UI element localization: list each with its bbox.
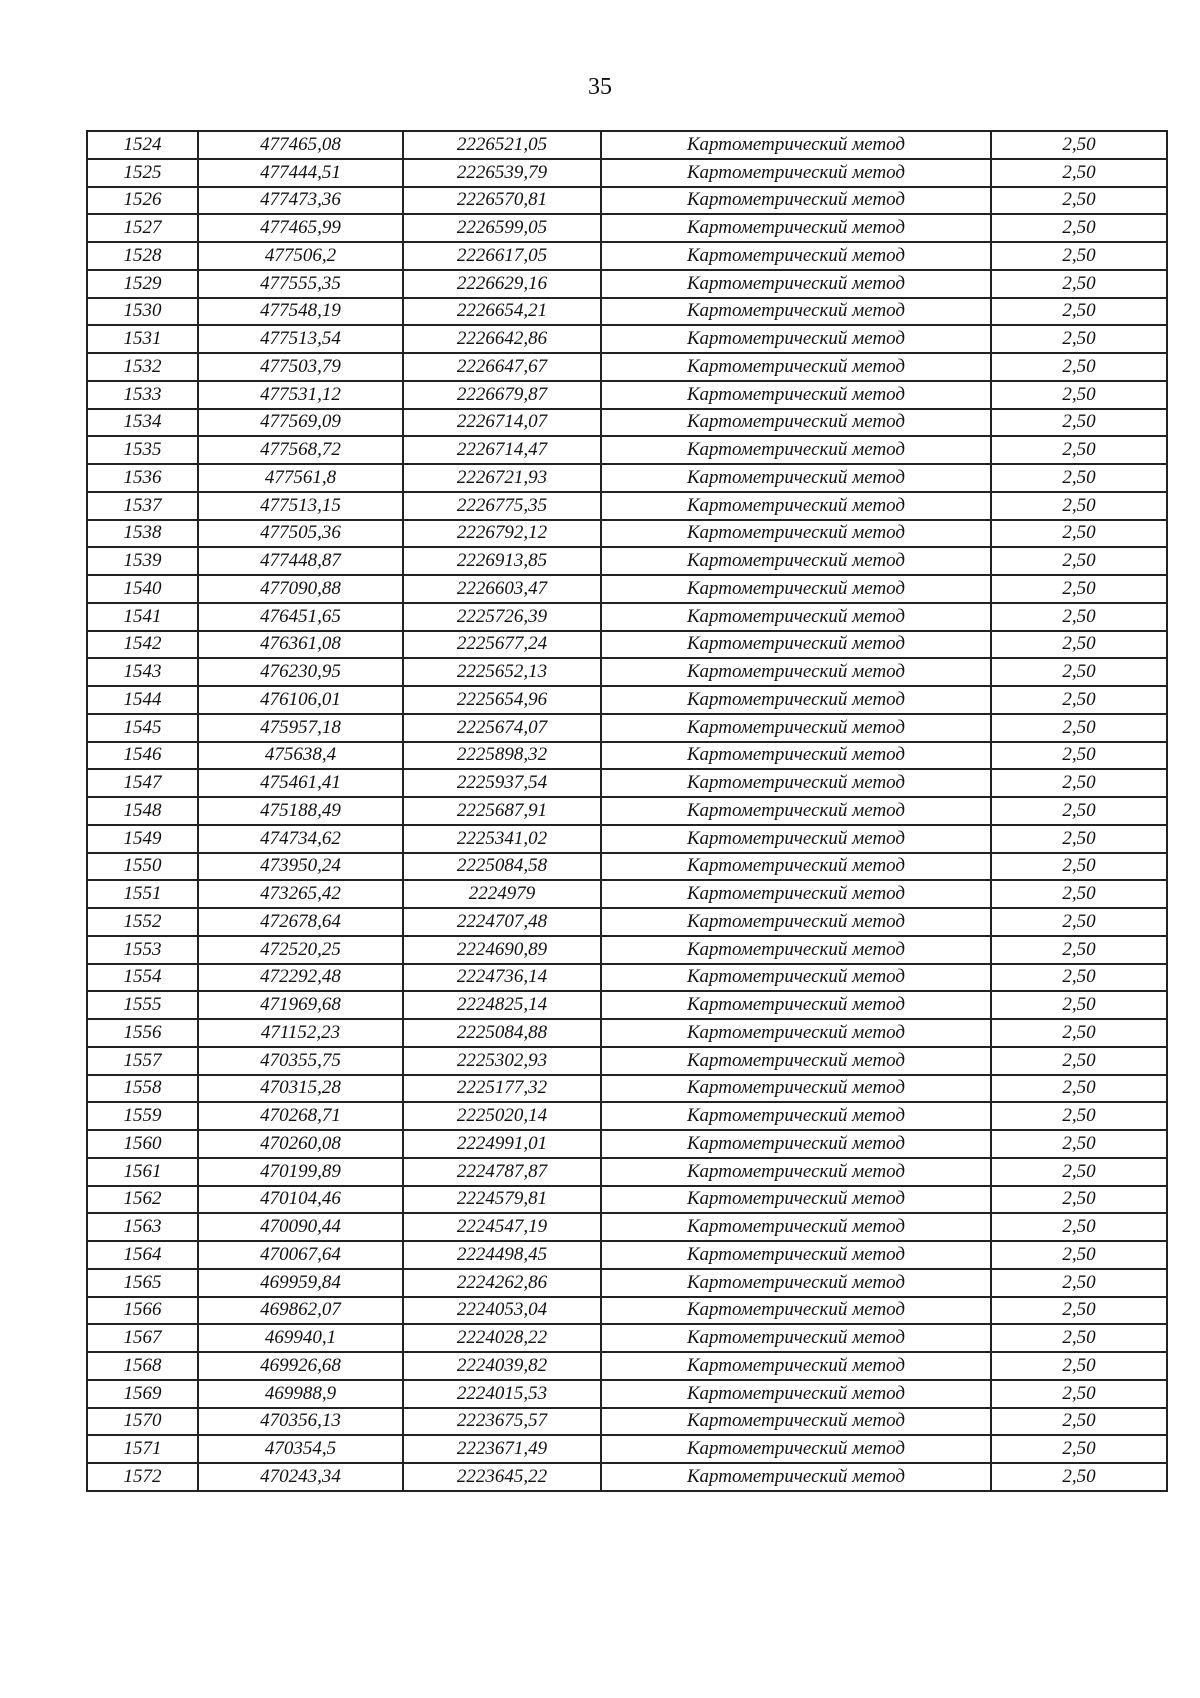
y-coordinate-cell: 2225652,13: [403, 658, 601, 686]
table-row: [87, 631, 1167, 659]
y-coordinate-cell: 2225898,32: [403, 742, 601, 770]
point-number-cell: 1545: [87, 714, 198, 742]
method-cell: Картометрический метод: [601, 187, 991, 215]
point-number-cell: 1546: [87, 742, 198, 770]
table-row: [87, 1213, 1167, 1241]
x-coordinate-cell: 473950,24: [198, 853, 403, 881]
point-number-cell: 1535: [87, 436, 198, 464]
accuracy-cell: 2,50: [991, 686, 1167, 714]
x-coordinate-cell: 475957,18: [198, 714, 403, 742]
accuracy-cell: 2,50: [991, 1463, 1167, 1491]
point-number-cell: 1539: [87, 547, 198, 575]
x-coordinate-cell: 475461,41: [198, 769, 403, 797]
method-cell: Картометрический метод: [601, 936, 991, 964]
method-cell: Картометрический метод: [601, 270, 991, 298]
y-coordinate-cell: 2224498,45: [403, 1241, 601, 1269]
x-coordinate-cell: 476230,95: [198, 658, 403, 686]
method-cell: Картометрический метод: [601, 159, 991, 187]
x-coordinate-cell: 477555,35: [198, 270, 403, 298]
table-row: [87, 658, 1167, 686]
x-coordinate-cell: 471152,23: [198, 1019, 403, 1047]
x-coordinate-cell: 477503,79: [198, 353, 403, 381]
table-row: [87, 1352, 1167, 1380]
table-row: [87, 1102, 1167, 1130]
method-cell: Картометрический метод: [601, 242, 991, 270]
y-coordinate-cell: 2223675,57: [403, 1408, 601, 1436]
method-cell: Картометрический метод: [601, 825, 991, 853]
y-coordinate-cell: 2225937,54: [403, 769, 601, 797]
point-number-cell: 1547: [87, 769, 198, 797]
table-row: [87, 742, 1167, 770]
x-coordinate-cell: 476106,01: [198, 686, 403, 714]
method-cell: Картометрический метод: [601, 631, 991, 659]
table-row: [87, 714, 1167, 742]
x-coordinate-cell: 469926,68: [198, 1352, 403, 1380]
accuracy-cell: 2,50: [991, 1158, 1167, 1186]
x-coordinate-cell: 470260,08: [198, 1130, 403, 1158]
point-number-cell: 1524: [87, 131, 198, 159]
table-row: [87, 464, 1167, 492]
method-cell: Картометрический метод: [601, 409, 991, 437]
point-number-cell: 1568: [87, 1352, 198, 1380]
accuracy-cell: 2,50: [991, 880, 1167, 908]
y-coordinate-cell: 2226913,85: [403, 547, 601, 575]
y-coordinate-cell: 2226647,67: [403, 353, 601, 381]
y-coordinate-cell: 2226792,12: [403, 520, 601, 548]
method-cell: Картометрический метод: [601, 853, 991, 881]
method-cell: Картометрический метод: [601, 1435, 991, 1463]
y-coordinate-cell: 2225302,93: [403, 1047, 601, 1075]
method-cell: Картометрический метод: [601, 1408, 991, 1436]
x-coordinate-cell: 470104,46: [198, 1186, 403, 1214]
method-cell: Картометрический метод: [601, 1380, 991, 1408]
method-cell: Картометрический метод: [601, 298, 991, 326]
point-number-cell: 1554: [87, 964, 198, 992]
x-coordinate-cell: 477444,51: [198, 159, 403, 187]
point-number-cell: 1534: [87, 409, 198, 437]
method-cell: Картометрический метод: [601, 714, 991, 742]
y-coordinate-cell: 2226721,93: [403, 464, 601, 492]
point-number-cell: 1538: [87, 520, 198, 548]
y-coordinate-cell: 2225726,39: [403, 603, 601, 631]
table-row: [87, 991, 1167, 1019]
accuracy-cell: 2,50: [991, 325, 1167, 353]
x-coordinate-cell: 477531,12: [198, 381, 403, 409]
y-coordinate-cell: 2225677,24: [403, 631, 601, 659]
method-cell: Картометрический метод: [601, 1463, 991, 1491]
table-row: [87, 381, 1167, 409]
point-number-cell: 1561: [87, 1158, 198, 1186]
method-cell: Картометрический метод: [601, 436, 991, 464]
method-cell: Картометрический метод: [601, 742, 991, 770]
x-coordinate-cell: 477473,36: [198, 187, 403, 215]
accuracy-cell: 2,50: [991, 825, 1167, 853]
method-cell: Картометрический метод: [601, 1241, 991, 1269]
y-coordinate-cell: 2226714,47: [403, 436, 601, 464]
y-coordinate-cell: 2224579,81: [403, 1186, 601, 1214]
method-cell: Картометрический метод: [601, 797, 991, 825]
x-coordinate-cell: 470355,75: [198, 1047, 403, 1075]
x-coordinate-cell: 469862,07: [198, 1297, 403, 1325]
table-row: [87, 908, 1167, 936]
y-coordinate-cell: 2226642,86: [403, 325, 601, 353]
y-coordinate-cell: 2226539,79: [403, 159, 601, 187]
y-coordinate-cell: 2226775,35: [403, 492, 601, 520]
point-number-cell: 1552: [87, 908, 198, 936]
x-coordinate-cell: 470315,28: [198, 1075, 403, 1103]
accuracy-cell: 2,50: [991, 603, 1167, 631]
x-coordinate-cell: 470199,89: [198, 1158, 403, 1186]
accuracy-cell: 2,50: [991, 547, 1167, 575]
point-number-cell: 1530: [87, 298, 198, 326]
y-coordinate-cell: 2225674,07: [403, 714, 601, 742]
accuracy-cell: 2,50: [991, 520, 1167, 548]
method-cell: Картометрический метод: [601, 520, 991, 548]
point-number-cell: 1572: [87, 1463, 198, 1491]
x-coordinate-cell: 477548,19: [198, 298, 403, 326]
y-coordinate-cell: 2224028,22: [403, 1324, 601, 1352]
x-coordinate-cell: 477569,09: [198, 409, 403, 437]
y-coordinate-cell: 2224053,04: [403, 1297, 601, 1325]
y-coordinate-cell: 2224736,14: [403, 964, 601, 992]
x-coordinate-cell: 477505,36: [198, 520, 403, 548]
y-coordinate-cell: 2225341,02: [403, 825, 601, 853]
accuracy-cell: 2,50: [991, 1380, 1167, 1408]
x-coordinate-cell: 477465,99: [198, 214, 403, 242]
accuracy-cell: 2,50: [991, 658, 1167, 686]
table-row: [87, 409, 1167, 437]
point-number-cell: 1544: [87, 686, 198, 714]
table-row: [87, 131, 1167, 159]
table-row: [87, 880, 1167, 908]
x-coordinate-cell: 476451,65: [198, 603, 403, 631]
point-number-cell: 1556: [87, 1019, 198, 1047]
x-coordinate-cell: 477465,08: [198, 131, 403, 159]
x-coordinate-cell: 474734,62: [198, 825, 403, 853]
y-coordinate-cell: 2225654,96: [403, 686, 601, 714]
accuracy-cell: 2,50: [991, 1352, 1167, 1380]
table-row: [87, 187, 1167, 215]
y-coordinate-cell: 2226629,16: [403, 270, 601, 298]
point-number-cell: 1567: [87, 1324, 198, 1352]
table-row: [87, 825, 1167, 853]
method-cell: Картометрический метод: [601, 880, 991, 908]
method-cell: Картометрический метод: [601, 769, 991, 797]
method-cell: Картометрический метод: [601, 1130, 991, 1158]
point-number-cell: 1550: [87, 853, 198, 881]
x-coordinate-cell: 469940,1: [198, 1324, 403, 1352]
accuracy-cell: 2,50: [991, 1102, 1167, 1130]
x-coordinate-cell: 470243,34: [198, 1463, 403, 1491]
point-number-cell: 1542: [87, 631, 198, 659]
method-cell: Картометрический метод: [601, 353, 991, 381]
x-coordinate-cell: 472520,25: [198, 936, 403, 964]
method-cell: Картометрический метод: [601, 464, 991, 492]
y-coordinate-cell: 2226603,47: [403, 575, 601, 603]
y-coordinate-cell: 2226654,21: [403, 298, 601, 326]
table-row: [87, 1463, 1167, 1491]
table-row: [87, 1075, 1167, 1103]
method-cell: Картометрический метод: [601, 381, 991, 409]
accuracy-cell: 2,50: [991, 131, 1167, 159]
y-coordinate-cell: 2225687,91: [403, 797, 601, 825]
method-cell: Картометрический метод: [601, 1102, 991, 1130]
accuracy-cell: 2,50: [991, 797, 1167, 825]
accuracy-cell: 2,50: [991, 187, 1167, 215]
accuracy-cell: 2,50: [991, 1269, 1167, 1297]
point-number-cell: 1526: [87, 187, 198, 215]
y-coordinate-cell: 2224707,48: [403, 908, 601, 936]
accuracy-cell: 2,50: [991, 1297, 1167, 1325]
x-coordinate-cell: 469959,84: [198, 1269, 403, 1297]
point-number-cell: 1548: [87, 797, 198, 825]
point-number-cell: 1525: [87, 159, 198, 187]
y-coordinate-cell: 2224787,87: [403, 1158, 601, 1186]
point-number-cell: 1532: [87, 353, 198, 381]
table-row: [87, 1297, 1167, 1325]
point-number-cell: 1549: [87, 825, 198, 853]
method-cell: Картометрический метод: [601, 214, 991, 242]
point-number-cell: 1566: [87, 1297, 198, 1325]
point-number-cell: 1558: [87, 1075, 198, 1103]
accuracy-cell: 2,50: [991, 1324, 1167, 1352]
method-cell: Картометрический метод: [601, 908, 991, 936]
table-row: [87, 1130, 1167, 1158]
accuracy-cell: 2,50: [991, 714, 1167, 742]
method-cell: Картометрический метод: [601, 575, 991, 603]
point-number-cell: 1562: [87, 1186, 198, 1214]
table-row: [87, 1324, 1167, 1352]
y-coordinate-cell: 2223671,49: [403, 1435, 601, 1463]
point-number-cell: 1529: [87, 270, 198, 298]
accuracy-cell: 2,50: [991, 1019, 1167, 1047]
x-coordinate-cell: 477506,2: [198, 242, 403, 270]
point-number-cell: 1565: [87, 1269, 198, 1297]
point-number-cell: 1533: [87, 381, 198, 409]
accuracy-cell: 2,50: [991, 492, 1167, 520]
method-cell: Картометрический метод: [601, 1269, 991, 1297]
x-coordinate-cell: 469988,9: [198, 1380, 403, 1408]
x-coordinate-cell: 477513,54: [198, 325, 403, 353]
table-row: [87, 1186, 1167, 1214]
coordinates-table: [86, 130, 1168, 1492]
table-row: [87, 1047, 1167, 1075]
table-row: [87, 1435, 1167, 1463]
accuracy-cell: 2,50: [991, 409, 1167, 437]
x-coordinate-cell: 477448,87: [198, 547, 403, 575]
method-cell: Картометрический метод: [601, 1213, 991, 1241]
y-coordinate-cell: 2224690,89: [403, 936, 601, 964]
table-row: [87, 964, 1167, 992]
y-coordinate-cell: 2224039,82: [403, 1352, 601, 1380]
method-cell: Картометрический метод: [601, 1186, 991, 1214]
accuracy-cell: 2,50: [991, 908, 1167, 936]
point-number-cell: 1543: [87, 658, 198, 686]
coordinates-table-body: [87, 131, 1167, 1491]
x-coordinate-cell: 476361,08: [198, 631, 403, 659]
table-row: [87, 1269, 1167, 1297]
point-number-cell: 1571: [87, 1435, 198, 1463]
table-row: [87, 1241, 1167, 1269]
point-number-cell: 1557: [87, 1047, 198, 1075]
table-row: [87, 242, 1167, 270]
point-number-cell: 1563: [87, 1213, 198, 1241]
table-row: [87, 159, 1167, 187]
table-row: [87, 520, 1167, 548]
x-coordinate-cell: 473265,42: [198, 880, 403, 908]
accuracy-cell: 2,50: [991, 936, 1167, 964]
table-row: [87, 325, 1167, 353]
table-row: [87, 1158, 1167, 1186]
accuracy-cell: 2,50: [991, 964, 1167, 992]
point-number-cell: 1553: [87, 936, 198, 964]
y-coordinate-cell: 2224979: [403, 880, 601, 908]
accuracy-cell: 2,50: [991, 298, 1167, 326]
method-cell: Картометрический метод: [601, 1352, 991, 1380]
point-number-cell: 1559: [87, 1102, 198, 1130]
accuracy-cell: 2,50: [991, 353, 1167, 381]
accuracy-cell: 2,50: [991, 214, 1167, 242]
table-row: [87, 1019, 1167, 1047]
x-coordinate-cell: 477568,72: [198, 436, 403, 464]
y-coordinate-cell: 2224547,19: [403, 1213, 601, 1241]
table-row: [87, 797, 1167, 825]
x-coordinate-cell: 477090,88: [198, 575, 403, 603]
x-coordinate-cell: 475188,49: [198, 797, 403, 825]
y-coordinate-cell: 2225084,88: [403, 1019, 601, 1047]
accuracy-cell: 2,50: [991, 769, 1167, 797]
x-coordinate-cell: 470354,5: [198, 1435, 403, 1463]
y-coordinate-cell: 2223645,22: [403, 1463, 601, 1491]
y-coordinate-cell: 2226714,07: [403, 409, 601, 437]
method-cell: Картометрический метод: [601, 131, 991, 159]
y-coordinate-cell: 2224262,86: [403, 1269, 601, 1297]
accuracy-cell: 2,50: [991, 159, 1167, 187]
method-cell: Картометрический метод: [601, 1019, 991, 1047]
accuracy-cell: 2,50: [991, 575, 1167, 603]
table-row: [87, 436, 1167, 464]
accuracy-cell: 2,50: [991, 1241, 1167, 1269]
x-coordinate-cell: 470067,64: [198, 1241, 403, 1269]
method-cell: Картометрический метод: [601, 492, 991, 520]
point-number-cell: 1569: [87, 1380, 198, 1408]
method-cell: Картометрический метод: [601, 658, 991, 686]
y-coordinate-cell: 2225084,58: [403, 853, 601, 881]
method-cell: Картометрический метод: [601, 1297, 991, 1325]
x-coordinate-cell: 477513,15: [198, 492, 403, 520]
point-number-cell: 1570: [87, 1408, 198, 1436]
method-cell: Картометрический метод: [601, 991, 991, 1019]
y-coordinate-cell: 2224825,14: [403, 991, 601, 1019]
table-row: [87, 1408, 1167, 1436]
y-coordinate-cell: 2226617,05: [403, 242, 601, 270]
accuracy-cell: 2,50: [991, 742, 1167, 770]
method-cell: Картометрический метод: [601, 603, 991, 631]
point-number-cell: 1527: [87, 214, 198, 242]
accuracy-cell: 2,50: [991, 436, 1167, 464]
accuracy-cell: 2,50: [991, 631, 1167, 659]
table-row: [87, 769, 1167, 797]
y-coordinate-cell: 2225020,14: [403, 1102, 601, 1130]
accuracy-cell: 2,50: [991, 991, 1167, 1019]
accuracy-cell: 2,50: [991, 853, 1167, 881]
method-cell: Картометрический метод: [601, 1324, 991, 1352]
table-row: [87, 547, 1167, 575]
table-row: [87, 1380, 1167, 1408]
accuracy-cell: 2,50: [991, 1075, 1167, 1103]
x-coordinate-cell: 470356,13: [198, 1408, 403, 1436]
method-cell: Картометрический метод: [601, 1158, 991, 1186]
table-row: [87, 353, 1167, 381]
accuracy-cell: 2,50: [991, 242, 1167, 270]
y-coordinate-cell: 2225177,32: [403, 1075, 601, 1103]
accuracy-cell: 2,50: [991, 464, 1167, 492]
accuracy-cell: 2,50: [991, 1130, 1167, 1158]
point-number-cell: 1560: [87, 1130, 198, 1158]
table-row: [87, 686, 1167, 714]
x-coordinate-cell: 475638,4: [198, 742, 403, 770]
y-coordinate-cell: 2226679,87: [403, 381, 601, 409]
table-row: [87, 936, 1167, 964]
point-number-cell: 1528: [87, 242, 198, 270]
table-row: [87, 575, 1167, 603]
table-row: [87, 853, 1167, 881]
point-number-cell: 1555: [87, 991, 198, 1019]
method-cell: Картометрический метод: [601, 686, 991, 714]
x-coordinate-cell: 472678,64: [198, 908, 403, 936]
point-number-cell: 1536: [87, 464, 198, 492]
x-coordinate-cell: 477561,8: [198, 464, 403, 492]
method-cell: Картометрический метод: [601, 547, 991, 575]
accuracy-cell: 2,50: [991, 1408, 1167, 1436]
table-row: [87, 298, 1167, 326]
method-cell: Картометрический метод: [601, 1075, 991, 1103]
table-row: [87, 492, 1167, 520]
point-number-cell: 1551: [87, 880, 198, 908]
point-number-cell: 1540: [87, 575, 198, 603]
accuracy-cell: 2,50: [991, 1213, 1167, 1241]
x-coordinate-cell: 470090,44: [198, 1213, 403, 1241]
accuracy-cell: 2,50: [991, 1186, 1167, 1214]
method-cell: Картометрический метод: [601, 1047, 991, 1075]
page-number: 35: [588, 74, 612, 100]
point-number-cell: 1564: [87, 1241, 198, 1269]
method-cell: Картометрический метод: [601, 964, 991, 992]
x-coordinate-cell: 472292,48: [198, 964, 403, 992]
table-row: [87, 270, 1167, 298]
y-coordinate-cell: 2226521,05: [403, 131, 601, 159]
y-coordinate-cell: 2226570,81: [403, 187, 601, 215]
y-coordinate-cell: 2224015,53: [403, 1380, 601, 1408]
point-number-cell: 1537: [87, 492, 198, 520]
point-number-cell: 1531: [87, 325, 198, 353]
y-coordinate-cell: 2226599,05: [403, 214, 601, 242]
x-coordinate-cell: 470268,71: [198, 1102, 403, 1130]
accuracy-cell: 2,50: [991, 270, 1167, 298]
x-coordinate-cell: 471969,68: [198, 991, 403, 1019]
accuracy-cell: 2,50: [991, 1047, 1167, 1075]
y-coordinate-cell: 2224991,01: [403, 1130, 601, 1158]
accuracy-cell: 2,50: [991, 1435, 1167, 1463]
table-row: [87, 214, 1167, 242]
accuracy-cell: 2,50: [991, 381, 1167, 409]
point-number-cell: 1541: [87, 603, 198, 631]
method-cell: Картометрический метод: [601, 325, 991, 353]
table-row: [87, 603, 1167, 631]
